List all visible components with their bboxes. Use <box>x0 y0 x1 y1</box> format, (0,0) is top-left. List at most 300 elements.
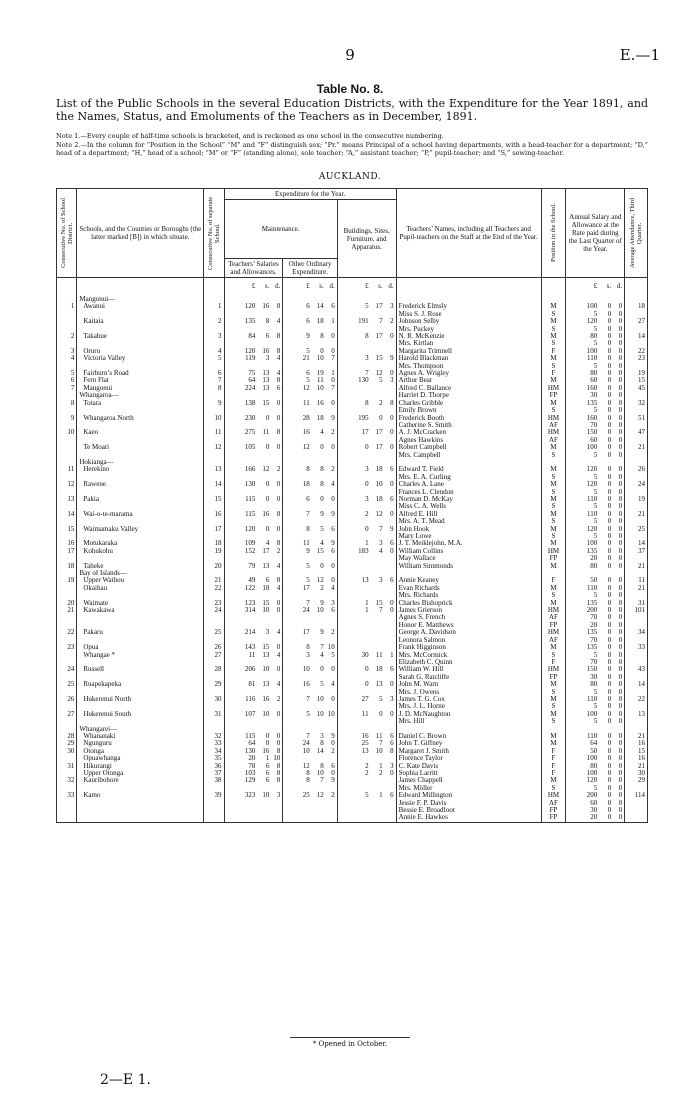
school-name <box>77 592 204 599</box>
position: S <box>541 518 566 525</box>
school-no: 37 <box>204 770 224 777</box>
school-no <box>204 570 224 577</box>
district-no <box>57 452 77 459</box>
table-row: May Wallace FP 20 0 0 <box>57 555 648 562</box>
school-name: Whangaroa North <box>77 415 204 422</box>
teacher-name: Harold Blackman <box>396 355 541 362</box>
table-title: Table No. 8. <box>316 82 384 96</box>
school-no <box>204 363 224 370</box>
attendance: 21 <box>625 563 648 570</box>
attendance: 26 <box>625 466 648 473</box>
position: AF <box>541 637 566 644</box>
position <box>541 570 566 577</box>
teacher-name: James Chappell <box>396 777 541 784</box>
school-name: Kauribohore <box>77 777 204 784</box>
district-no: 19 <box>57 577 77 584</box>
table-row: Jessie F. P. Davis AF 60 0 0 <box>57 800 648 807</box>
teacher-name: Catherine S. Smith <box>396 422 541 429</box>
position: M <box>541 681 566 688</box>
teacher-name: Alfred E. Hill <box>396 511 541 518</box>
school-no <box>204 503 224 510</box>
table-row: Mrs. J. L. Horne S 5 0 0 <box>57 703 648 710</box>
school-name <box>77 703 204 710</box>
teacher-name: Mrs. Campbell <box>396 452 541 459</box>
school-name <box>77 518 204 525</box>
county-heading-row <box>57 726 648 733</box>
table-row: 20 Waimate 23 123 15 0 7 9 3 1 15 0 Charles Bishoprick M 135 0 0 31 <box>57 600 648 607</box>
teacher-name: Evan Richards <box>396 585 541 592</box>
teacher-name: Mrs. Möller <box>396 785 541 792</box>
position: F <box>541 659 566 666</box>
position: F <box>541 755 566 762</box>
attendance <box>625 689 648 696</box>
table-row: 29 Ngunguru 33 64 0 0 24 8 0 25 7 6 John T. Giffney M 64 0 0 16 <box>57 740 648 747</box>
attendance: 43 <box>625 666 648 673</box>
table-row: Mrs. Kirtlan S 5 0 0 <box>57 340 648 347</box>
attendance <box>625 326 648 333</box>
teacher-name: Mary Lowe <box>396 533 541 540</box>
table-row: 26 Hukerenui North 30 116 16 2 7 10 0 27 5 3 James T. G. Cox M 110 0 0 22 <box>57 696 648 703</box>
table-row: Opuawhanga 35 20 1 10 Florence Taylor F 100 0 0 16 <box>57 755 648 762</box>
district-no <box>57 652 77 659</box>
position: M <box>541 711 566 718</box>
teacher-name: Frances L. Clendon <box>396 489 541 496</box>
position: S <box>541 311 566 318</box>
position: M <box>541 585 566 592</box>
table-row: 11 Herekino 13 166 12 2 8 8 2 3 18 6 Edward T. Field M 120 0 0 26 <box>57 466 648 473</box>
teacher-name: Bessie E. Broadfoot <box>396 807 541 814</box>
attendance: 21 <box>625 763 648 770</box>
school-name: Fairburn’s Road <box>77 370 204 377</box>
attendance: 15 <box>625 377 648 384</box>
district-no <box>57 807 77 814</box>
table-row: Catherine S. Smith AF 70 0 0 <box>57 422 648 429</box>
attendance <box>625 311 648 318</box>
teacher-name: Norman D. McKay <box>396 496 541 503</box>
school-name <box>77 311 204 318</box>
attendance <box>625 814 648 822</box>
attendance <box>625 570 648 577</box>
district-no: 16 <box>57 540 77 547</box>
attendance: 21 <box>625 444 648 451</box>
school-name: Oruru <box>77 348 204 355</box>
school-no <box>204 392 224 399</box>
school-name: Otonga <box>77 748 204 755</box>
position: M <box>541 318 566 325</box>
table-row: 16 Motukaraka 18 109 4 8 11 4 9 1 3 6 J. T. Meiklejohn, M.A. M 100 0 0 14 <box>57 540 648 547</box>
school-no: 16 <box>204 511 224 518</box>
county-heading-row <box>57 570 648 577</box>
school-name: Te Moari <box>77 444 204 451</box>
district-no <box>57 340 77 347</box>
position: HM <box>541 792 566 799</box>
district-no: 24 <box>57 666 77 673</box>
school-name: Totara <box>77 400 204 407</box>
position: M <box>541 600 566 607</box>
school-name <box>77 533 204 540</box>
attendance <box>625 392 648 399</box>
school-name: Opuawhanga <box>77 755 204 762</box>
district-no: 4 <box>57 355 77 362</box>
position: FP <box>541 674 566 681</box>
school-no: 32 <box>204 733 224 740</box>
district-no: 2 <box>57 333 77 340</box>
district-no <box>57 296 77 303</box>
position <box>541 296 566 303</box>
table-row: 10 Kaeo 11 275 11 8 16 4 2 17 17 0 A. J. McCracken HM 150 0 0 47 <box>57 429 648 436</box>
position: HM <box>541 415 566 422</box>
school-no <box>204 807 224 814</box>
school-name: Pakia <box>77 496 204 503</box>
position: S <box>541 718 566 725</box>
district-no: 6 <box>57 377 77 384</box>
attendance: 19 <box>625 496 648 503</box>
attendance <box>625 533 648 540</box>
position: S <box>541 407 566 414</box>
school-name: Mangonui <box>77 385 204 392</box>
position: S <box>541 785 566 792</box>
teacher-name: J. T. Meiklejohn, M.A. <box>396 540 541 547</box>
attendance <box>625 452 648 459</box>
attendance <box>625 622 648 629</box>
school-no <box>204 326 224 333</box>
col-annual: Annual Salary and Allowance at the Rate paid during the Last Quarter of the Year. <box>566 189 625 278</box>
district-no <box>57 474 77 481</box>
position: M <box>541 733 566 740</box>
table-row: Whangae * 27 11 13 4 3 4 5 30 11 1 Mrs. McCormick S 5 0 0 <box>57 652 648 659</box>
teacher-name: James Grierson <box>396 607 541 614</box>
position: HM <box>541 629 566 636</box>
school-name: Hikurangi <box>77 763 204 770</box>
county-heading-row <box>57 296 648 303</box>
school-no <box>204 533 224 540</box>
teacher-name: Sarah G. Ratcliffe <box>396 674 541 681</box>
attendance <box>625 614 648 621</box>
school-no: 24 <box>204 607 224 614</box>
school-no <box>204 800 224 807</box>
position: HM <box>541 429 566 436</box>
col-attendance: Average Attendance, Third Quarter. <box>625 189 648 278</box>
position: S <box>541 452 566 459</box>
school-no <box>204 814 224 822</box>
footnote-rule <box>290 1037 410 1038</box>
school-name: Opua <box>77 644 204 651</box>
district-no <box>57 444 77 451</box>
table-row: 12 Rawene 14 130 0 0 18 8 4 0 10 0 Charles A. Lane M 120 0 0 24 <box>57 481 648 488</box>
teacher-name: Mrs. Kirtlan <box>396 340 541 347</box>
teacher-name <box>396 570 541 577</box>
school-no: 22 <box>204 585 224 592</box>
col-ordinary: Other Ordinary Expenditure. <box>283 259 337 278</box>
attendance: 30 <box>625 770 648 777</box>
district-no <box>57 726 77 733</box>
position: F <box>541 748 566 755</box>
school-no <box>204 452 224 459</box>
school-name <box>77 452 204 459</box>
table-row: 18 Taheke 20 79 13 4 5 0 0 William Simmonds M 80 0 0 21 <box>57 563 648 570</box>
position: S <box>541 503 566 510</box>
position: M <box>541 644 566 651</box>
teacher-name: Charles Gribble <box>396 400 541 407</box>
district-no <box>57 489 77 496</box>
school-no <box>204 689 224 696</box>
position: F <box>541 770 566 777</box>
position: AF <box>541 437 566 444</box>
attendance <box>625 503 648 510</box>
school-name <box>77 718 204 725</box>
district-no: 10 <box>57 429 77 436</box>
school-no: 29 <box>204 681 224 688</box>
district-no: 33 <box>57 792 77 799</box>
position: M <box>541 496 566 503</box>
attendance <box>625 592 648 599</box>
teacher-name: Daniel C. Brown <box>396 733 541 740</box>
school-no: 38 <box>204 777 224 784</box>
teacher-name: Charles A. Lane <box>396 481 541 488</box>
teacher-name: John T. Giffney <box>396 740 541 747</box>
table-row: Elizabeth C. Quinn F 70 0 0 <box>57 659 648 666</box>
table-row: 21 Kawakawa 24 314 10 0 24 10 6 1 7 0 James Grierson HM 200 0 0 101 <box>57 607 648 614</box>
position: F <box>541 370 566 377</box>
attendance: 114 <box>625 792 648 799</box>
school-no: 36 <box>204 763 224 770</box>
attendance <box>625 459 648 466</box>
position: M <box>541 355 566 362</box>
position: S <box>541 489 566 496</box>
position: M <box>541 740 566 747</box>
table-row: 30 Otonga 34 130 16 8 10 14 2 13 10 8 Margaret J. Smith F 50 0 0 15 <box>57 748 648 755</box>
school-name: Awanui <box>77 303 204 310</box>
district-no <box>57 318 77 325</box>
teacher-name: A. J. McCracken <box>396 429 541 436</box>
position: S <box>541 652 566 659</box>
district-no: 12 <box>57 481 77 488</box>
position: M <box>541 333 566 340</box>
school-name <box>77 659 204 666</box>
signature-mark: 2—E 1. <box>100 1072 151 1088</box>
school-name: Hukerenui North <box>77 696 204 703</box>
position: M <box>541 481 566 488</box>
district-heading: AUCKLAND. <box>318 172 382 182</box>
school-name: Upper Otonga <box>77 770 204 777</box>
attendance <box>625 437 648 444</box>
school-name: Ruapekapeka <box>77 681 204 688</box>
table-row: 8 Totara 9 138 15 0 11 16 0 8 2 8 Charles Gribble M 135 0 0 32 <box>57 400 648 407</box>
school-no <box>204 340 224 347</box>
attendance: 34 <box>625 629 648 636</box>
teacher-name <box>396 296 541 303</box>
school-name <box>77 674 204 681</box>
attendance <box>625 489 648 496</box>
district-no <box>57 770 77 777</box>
table-row: 24 Russell 28 206 10 0 10 0 0 0 18 6 William W. Hill HM 150 0 0 43 <box>57 666 648 673</box>
attendance: 37 <box>625 548 648 555</box>
district-no: 17 <box>57 548 77 555</box>
district-no: 21 <box>57 607 77 614</box>
table-row: 2 Takahue 3 84 6 8 9 8 0 8 17 0 N. R. McKenzie M 80 0 0 14 <box>57 333 648 340</box>
table-row: Mrs. E. A. Curling S 5 0 0 <box>57 474 648 481</box>
teacher-name: Agnes Hawkins <box>396 437 541 444</box>
col-position: Position in the School. <box>541 189 566 278</box>
school-no: 12 <box>204 444 224 451</box>
col-teachers: Teachers’ Names, including all Teachers and Pupil-teachers on the Staff at the End of the Year. <box>396 189 541 278</box>
district-no <box>57 659 77 666</box>
district-no: 14 <box>57 511 77 518</box>
district-no <box>57 785 77 792</box>
teacher-name: Annie E. Hawkes <box>396 814 541 822</box>
teacher-name: Mrs. Puckey <box>396 326 541 333</box>
teacher-name: Florence Taylor <box>396 755 541 762</box>
teacher-name: C. Kate Davis <box>396 763 541 770</box>
teacher-name: Agnes A. Wrigley <box>396 370 541 377</box>
position: M <box>541 511 566 518</box>
position: S <box>541 592 566 599</box>
school-name: Mangonui— <box>77 296 204 303</box>
school-no: 2 <box>204 318 224 325</box>
attendance <box>625 422 648 429</box>
teacher-name: Honor E. Matthews <box>396 622 541 629</box>
district-no <box>57 503 77 510</box>
teacher-name: Edward T. Field <box>396 466 541 473</box>
table-row: 5 Fairburn’s Road 6 75 13 4 6 19 1 7 12 0 Agnes A. Wrigley F 80 0 0 19 <box>57 370 648 377</box>
school-name <box>77 814 204 822</box>
table-row: Mrs. Thompson S 5 0 0 <box>57 363 648 370</box>
teacher-name: Mrs. E. A. Curling <box>396 474 541 481</box>
position: FP <box>541 622 566 629</box>
school-no <box>204 555 224 562</box>
position: M <box>541 696 566 703</box>
attendance: 21 <box>625 585 648 592</box>
table-row: 13 Pakia 15 115 0 0 6 0 0 3 18 6 Norman D. McKay M 110 0 0 19 <box>57 496 648 503</box>
position: FP <box>541 555 566 562</box>
district-no <box>57 689 77 696</box>
attendance <box>625 340 648 347</box>
position: HM <box>541 666 566 673</box>
teacher-name: Margaret J. Smith <box>396 748 541 755</box>
teacher-name: Frank Higginson <box>396 644 541 651</box>
position: M <box>541 444 566 451</box>
district-no: 20 <box>57 600 77 607</box>
col-consec-school: Consecutive No. of separate School. <box>204 189 224 278</box>
position: S <box>541 703 566 710</box>
attendance: 27 <box>625 318 648 325</box>
attendance <box>625 718 648 725</box>
table-row: Mrs. Richards S 5 0 0 <box>57 592 648 599</box>
table-row: Honor E. Matthews FP 20 0 0 <box>57 622 648 629</box>
attendance <box>625 296 648 303</box>
col-buildings: Buildings, Sites, Furniture, and Apparatus. <box>337 200 396 278</box>
attendance: 14 <box>625 681 648 688</box>
col-consec-district: Consecutive No. of School District. <box>57 189 77 278</box>
col-school: Schools, and the Counties or Boroughs (the latter marked [B]) in which situate. <box>77 189 204 278</box>
district-no <box>57 592 77 599</box>
position: F <box>541 763 566 770</box>
table-row: 27 Hukerenui South 31 107 10 0 5 10 10 11 0 0 J. D. McNaughton M 100 0 0 13 <box>57 711 648 718</box>
footnote: * Opened in October. <box>312 1040 388 1048</box>
school-no: 23 <box>204 600 224 607</box>
county-heading-row: Whangaroa— Harriet D. Thorpe FP 30 0 0 <box>57 392 648 399</box>
attendance <box>625 363 648 370</box>
page-number: 9 <box>345 46 355 64</box>
district-no: 31 <box>57 763 77 770</box>
district-no <box>57 437 77 444</box>
school-no: 5 <box>204 355 224 362</box>
table-row: Mrs. Puckey S 5 0 0 <box>57 326 648 333</box>
teacher-name <box>396 726 541 733</box>
school-name <box>77 437 204 444</box>
school-no: 34 <box>204 748 224 755</box>
attendance <box>625 555 648 562</box>
table-row: Kaitaia 2 135 8 4 6 18 1 191 7 2 Johnson Selby M 120 0 0 27 <box>57 318 648 325</box>
district-no: 30 <box>57 748 77 755</box>
school-no: 15 <box>204 496 224 503</box>
district-no <box>57 814 77 822</box>
school-name: Kaitaia <box>77 318 204 325</box>
district-no: 3 <box>57 348 77 355</box>
attendance <box>625 703 648 710</box>
attendance: 21 <box>625 733 648 740</box>
district-no <box>57 614 77 621</box>
units-row: £ s. d. £ s. d. £ s. d. £ s. d. <box>57 278 648 297</box>
attendance: 47 <box>625 429 648 436</box>
school-no <box>204 459 224 466</box>
position: S <box>541 474 566 481</box>
district-no: 15 <box>57 526 77 533</box>
table-row: Emily Brown S 5 0 0 <box>57 407 648 414</box>
district-no <box>57 585 77 592</box>
attendance: 45 <box>625 385 648 392</box>
attendance: 18 <box>625 303 648 310</box>
teacher-name: Mrs. J. Owens <box>396 689 541 696</box>
teacher-name: Mrs. A. T. Mead <box>396 518 541 525</box>
school-name: Wai-o-te-marama <box>77 511 204 518</box>
position: S <box>541 533 566 540</box>
school-name: Hokianga— <box>77 459 204 466</box>
position: M <box>541 466 566 473</box>
district-no <box>57 555 77 562</box>
district-no <box>57 518 77 525</box>
school-no: 10 <box>204 415 224 422</box>
position: S <box>541 363 566 370</box>
school-no <box>204 674 224 681</box>
table-row: 31 Hikurangi 36 78 6 8 12 8 6 2 1 3 C. Kate Davis F 80 0 0 21 <box>57 763 648 770</box>
teacher-name: Miss S. J. Rose <box>396 311 541 318</box>
position: M <box>541 526 566 533</box>
attendance: 14 <box>625 540 648 547</box>
teacher-name: Mrs. J. L. Horne <box>396 703 541 710</box>
table-row: 19 Upper Waihou 21 49 6 8 5 12 0 13 3 6 Annie Keaney F 50 0 0 11 <box>57 577 648 584</box>
teacher-name: Edward Millington <box>396 792 541 799</box>
teacher-name: Jessie F. P. Davis <box>396 800 541 807</box>
teacher-name: Margarita Trimnell <box>396 348 541 355</box>
attendance: 16 <box>625 755 648 762</box>
position: HM <box>541 385 566 392</box>
school-no <box>204 407 224 414</box>
table-row: Agnes S. French AF 70 0 0 <box>57 614 648 621</box>
attendance <box>625 800 648 807</box>
position: F <box>541 348 566 355</box>
school-name: Waimamaku Valley <box>77 526 204 533</box>
school-no <box>204 614 224 621</box>
school-name <box>77 555 204 562</box>
teacher-name: J. D. McNaughton <box>396 711 541 718</box>
attendance <box>625 637 648 644</box>
table-row: Mrs. Möller S 5 0 0 <box>57 785 648 792</box>
position: M <box>541 400 566 407</box>
table-body <box>57 278 648 823</box>
school-no: 25 <box>204 629 224 636</box>
district-no <box>57 326 77 333</box>
